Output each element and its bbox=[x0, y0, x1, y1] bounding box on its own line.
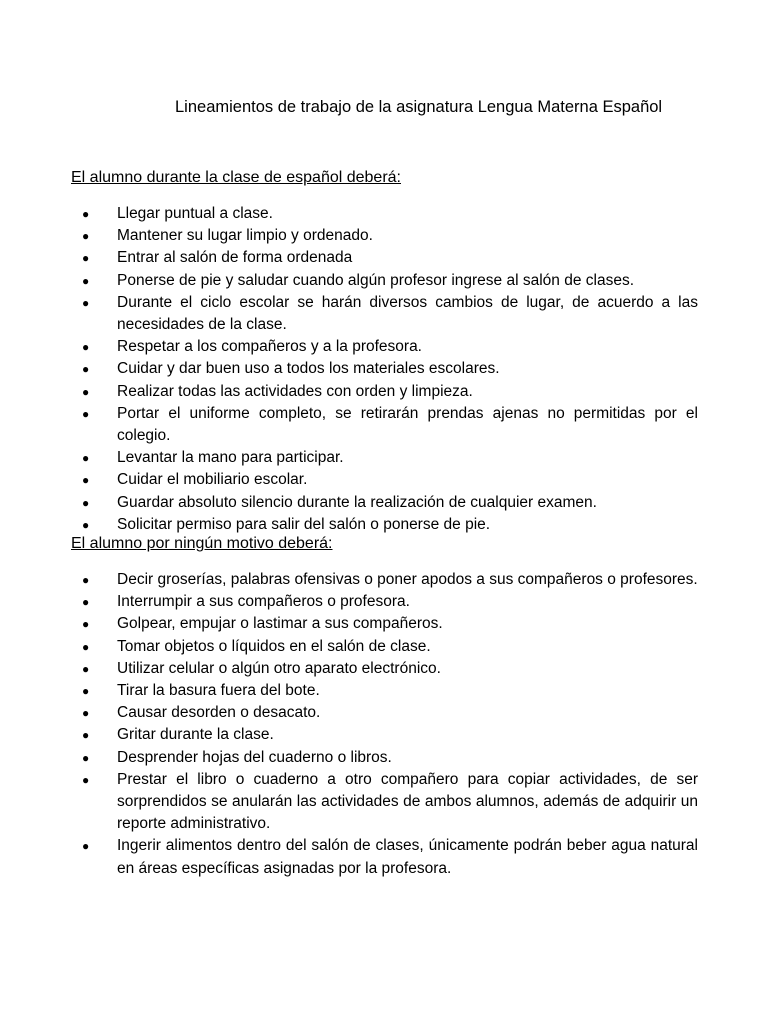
list-item-text: Causar desorden o desacato. bbox=[117, 704, 321, 722]
list-item bbox=[71, 636, 698, 658]
list-item-text: Levantar la mano para participar. bbox=[117, 449, 344, 467]
list-item bbox=[71, 724, 698, 746]
list-item bbox=[71, 381, 698, 403]
list-item-text: Solicitar permiso para salir del salón o ponerse de pie. bbox=[117, 515, 491, 533]
list-item-text: Durante el ciclo escolar se harán diversos cambios de lugar, de acuerdo a las necesidades de la clase. bbox=[117, 293, 698, 334]
bullet-icon: ● bbox=[82, 661, 90, 676]
list-item-text: Entrar al salón de forma ordenada bbox=[117, 249, 353, 267]
list-item bbox=[71, 203, 698, 225]
bullet-icon: ● bbox=[82, 706, 90, 721]
bullet-icon: ● bbox=[82, 728, 90, 743]
bullet-icon: ● bbox=[82, 406, 90, 421]
list-item-text: Guardar absoluto silencio durante la realización de cualquier examen. bbox=[117, 493, 597, 511]
bullet-icon: ● bbox=[82, 384, 90, 399]
document-title: Lineamientos de trabajo de la asignatura Lengua Materna Español bbox=[175, 98, 663, 116]
bullet-icon: ● bbox=[82, 362, 90, 377]
list-item-text: Portar el uniforme completo, se retirarán prendas ajenas no permitidas por el colegio. bbox=[117, 404, 698, 445]
list-item-text: Utilizar celular o algún otro aparato electrónico. bbox=[117, 659, 441, 677]
bullet-icon: ● bbox=[82, 340, 90, 355]
list-item-text: Tomar objetos o líquidos en el salón de clase. bbox=[117, 637, 431, 655]
list-item-text: Ingerir alimentos dentro del salón de clases, únicamente podrán beber agua natural en áreas específicas asignadas por la profesora. bbox=[117, 837, 698, 877]
list-item-text: Mantener su lugar limpio y ordenado. bbox=[117, 227, 373, 245]
bullet-icon: ● bbox=[82, 495, 90, 510]
list-item-text: Gritar durante la clase. bbox=[117, 726, 274, 744]
list-item-text: Llegar puntual a clase. bbox=[117, 205, 273, 222]
bullet-icon: ● bbox=[82, 573, 90, 587]
bullet-icon: ● bbox=[82, 473, 90, 488]
bullet-icon: ● bbox=[82, 251, 90, 266]
bullet-icon: ● bbox=[82, 617, 90, 632]
list-item bbox=[71, 747, 698, 769]
list-item-text: Ponerse de pie y saludar cuando algún profesor ingrese al salón de clases. bbox=[117, 271, 634, 289]
section-should-do bbox=[71, 167, 698, 536]
list-item-text: Cuidar y dar buen uso a todos los materiales escolares. bbox=[117, 360, 500, 378]
list-item-text: Prestar el libro o cuaderno a otro compañero para copiar actividades, de ser sorprendidos se anularán las actividades de ambos alumnos, además de adquirir un reporte administrativo. bbox=[117, 770, 698, 833]
list-item bbox=[71, 591, 698, 613]
list-item bbox=[71, 835, 698, 879]
bullet-icon: ● bbox=[82, 750, 90, 765]
list-item bbox=[71, 680, 698, 702]
section-heading-must-not-do: El alumno por ningún motivo deberá: bbox=[71, 535, 333, 552]
list-item-text: Cuidar el mobiliario escolar. bbox=[117, 471, 308, 489]
list-item-text: Tirar la basura fuera del bote. bbox=[117, 682, 320, 700]
list-item bbox=[71, 702, 698, 724]
list-item bbox=[71, 769, 698, 836]
list-item-text: Golpear, empujar o lastimar a sus compañeros. bbox=[117, 615, 443, 633]
list-item bbox=[71, 403, 698, 447]
bullet-icon: ● bbox=[82, 639, 90, 654]
list-item bbox=[71, 225, 698, 247]
list-item bbox=[71, 658, 698, 680]
list-item bbox=[71, 358, 698, 380]
bullet-icon: ● bbox=[82, 207, 90, 221]
section-must-not-do bbox=[71, 533, 698, 880]
bullet-list-must-not-do bbox=[71, 569, 698, 880]
section-heading-should-do: El alumno durante la clase de español deberá: bbox=[71, 169, 401, 186]
bullet-list-should-do bbox=[71, 203, 698, 536]
bullet-icon: ● bbox=[82, 772, 90, 787]
list-item-text: Respetar a los compañeros y a la profesora. bbox=[117, 338, 422, 356]
list-item-text: Realizar todas las actividades con orden y limpieza. bbox=[117, 382, 473, 400]
list-item bbox=[71, 492, 698, 514]
bullet-icon: ● bbox=[82, 273, 90, 288]
bullet-icon: ● bbox=[82, 839, 90, 854]
list-item bbox=[71, 613, 698, 635]
list-item bbox=[71, 447, 698, 469]
bullet-icon: ● bbox=[82, 517, 90, 532]
list-item bbox=[71, 569, 698, 591]
list-item bbox=[71, 270, 698, 292]
list-item bbox=[71, 292, 698, 336]
bullet-icon: ● bbox=[82, 295, 90, 310]
list-item-text: Interrumpir a sus compañeros o profesora. bbox=[117, 593, 410, 611]
list-item bbox=[71, 469, 698, 491]
list-item bbox=[71, 336, 698, 358]
list-item-text: Desprender hojas del cuaderno o libros. bbox=[117, 748, 392, 766]
bullet-icon: ● bbox=[82, 595, 90, 610]
bullet-icon: ● bbox=[82, 451, 90, 466]
bullet-icon: ● bbox=[82, 684, 90, 699]
list-item-text: Decir groserías, palabras ofensivas o poner apodos a sus compañeros o profesores. bbox=[117, 571, 698, 588]
list-item bbox=[71, 247, 698, 269]
bullet-icon: ● bbox=[82, 229, 90, 244]
